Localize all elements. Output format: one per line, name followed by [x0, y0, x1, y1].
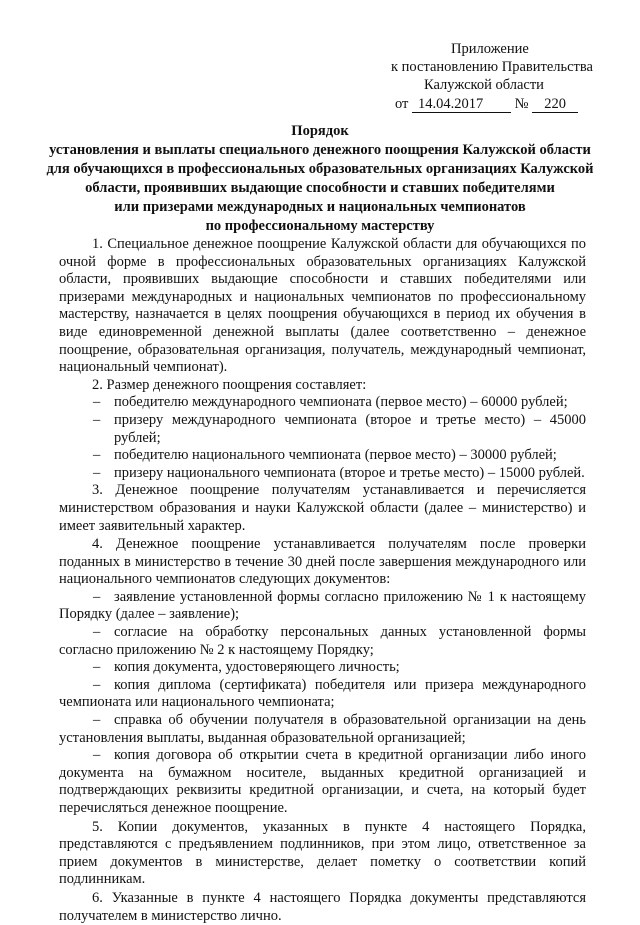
annex-line: Калужской области — [424, 77, 544, 93]
dash-marker: – — [93, 659, 101, 676]
title-line: установления и выплаты специального денежного поощрения Калужской области — [49, 142, 591, 158]
title-line: по профессиональному мастерству — [205, 218, 435, 234]
dash-marker: – — [93, 712, 101, 729]
paragraph-5: 5. Копии документов, указанных в пункте 4 настоящего Порядка, представляются с предъявлением подлинников, при этом лицо, ответственное за прием документов в министерстве, делает пометку о соответствии копий подлинникам. — [59, 818, 586, 888]
dash-marker: – — [93, 676, 101, 693]
title-line: области, проявивших выдающие способности и ставших победителями — [85, 180, 555, 196]
dash-marker: – — [93, 624, 101, 641]
title-line: или призерами международных и национальных чемпионатов — [114, 199, 526, 215]
annex-date-number-line — [395, 95, 578, 114]
paragraph-2: 2. Размер денежного поощрения составляет: — [92, 376, 367, 393]
number-sign: № — [514, 96, 529, 112]
list-item: – согласие на обработку персональных данных установленной формы согласно приложению № 2 к настоящему Порядку; — [59, 624, 586, 658]
annex-line: к постановлению Правительства — [391, 59, 593, 75]
list-item: – призеру национального чемпионата (второе и третье место) – 15000 рублей. — [93, 464, 585, 481]
decree-number: 220 — [532, 96, 578, 113]
paragraph-3: 3. Денежное поощрение получателям устанавливается и перечисляется министерством образования и науки Калужской области (далее – министерство) и имеет заявительный характер. — [59, 482, 586, 534]
paragraph-1: 1. Специальное денежное поощрение Калужской области для обучающихся по очной форме в профессиональных образовательных организациях Калужской области, проявивших выдающие способности и ставших победителями или призерами международных и национальных чемпионатов по профессиональному мастерству, назначается в целях поощрения обучающихся в период их обучения в виде единовременной денежной выплаты (далее соответственно – денежное поощрение, образовательная организация, получатель, международный чемпионат, национальный чемпионат). — [59, 236, 586, 376]
list-item: – справка об обучении получателя в образовательной организации на день установления выплаты, выданная образовательной организацией; — [59, 712, 586, 746]
title-line: для обучающихся в профессиональных образовательных организациях Калужской — [46, 161, 594, 177]
list-item: – победителю национального чемпионата (первое место) – 30000 рублей; — [93, 447, 557, 464]
dash-marker: – — [93, 447, 101, 464]
list-item: – копия документа, удостоверяющего личность; — [93, 659, 400, 676]
dash-marker: – — [93, 464, 101, 481]
dash-marker: – — [93, 747, 101, 764]
list-item: – призеру международного чемпионата (второе и третье место) – 45000 рублей; — [93, 411, 586, 446]
paragraph-4: 4. Денежное поощрение устанавливается получателям после проверки поданных в министерство в течение 30 дней после завершения международного или национального чемпионатов следующих документов: — [59, 536, 586, 588]
list-item: – копия диплома (сертификата) победителя или призера международного чемпионата или национального чемпионата; — [59, 676, 586, 711]
dash-marker: – — [93, 394, 101, 411]
decree-date: 14.04.2017 — [412, 96, 511, 113]
document-body — [59, 236, 586, 925]
list-item: – заявление установленной формы согласно приложению № 1 к настоящему Порядку (далее – заявление); — [59, 588, 586, 623]
dash-marker: – — [93, 588, 101, 605]
list-item: – копия договора об открытии счета в кредитной организации либо иного документа на бумажном носителе, выданных кредитной организацией и подтверждающих реквизиты кредитной организации, и счета, на который будет перечисляться денежное поощрение. — [59, 747, 586, 816]
annex-line: Приложение — [451, 41, 529, 57]
dash-marker: – — [93, 411, 101, 428]
document-title — [40, 122, 600, 236]
title-line: Порядок — [291, 123, 349, 139]
list-item: – победителю международного чемпионата (первое место) – 60000 рублей; — [93, 394, 568, 411]
from-label: от — [395, 96, 409, 112]
paragraph-6: 6. Указанные в пункте 4 настоящего Порядка документы представляются получателем в министерство лично. — [59, 889, 586, 924]
